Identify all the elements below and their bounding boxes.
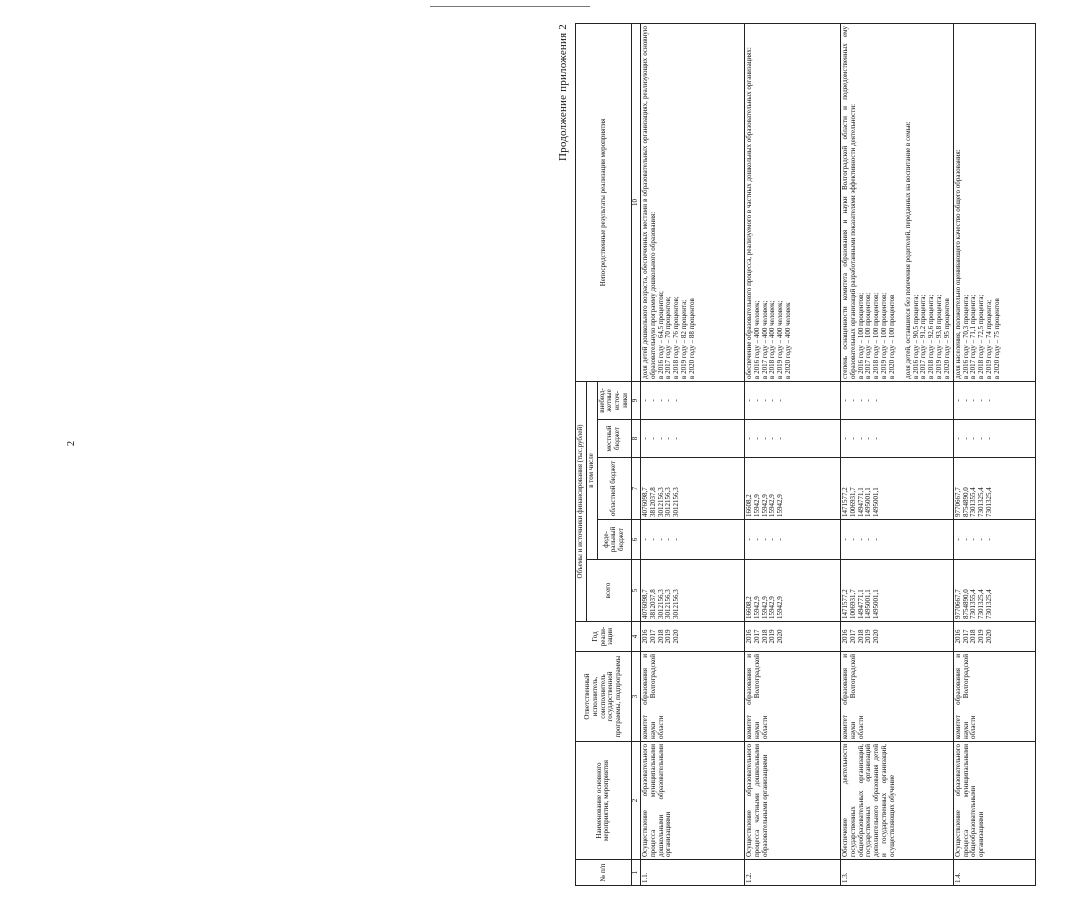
page-number: 2: [66, 441, 77, 446]
measure-name: Обеспечение деятельности государственных общеобразовательных организаций, государственных организаций дополнительного образования детей и государственных организаций, осуществляющих обучение: [840, 742, 953, 860]
total-amount: 1471577,2 1006931,7 1494771,1 1495001,1 1495001,1: [840, 560, 953, 622]
federal-amount: - - - - -: [953, 520, 1035, 560]
col-year-header: Год реали-зации: [576, 622, 632, 652]
col-federal-header: феде-ральный бюджет: [597, 520, 631, 560]
column-number: 10: [631, 23, 640, 381]
local-amount: - - - - -: [953, 420, 1035, 458]
total-amount: 9770667,7 8754890,0 7301355,4 7301325,4 7301325,4: [953, 560, 1035, 622]
col-local-header: местный бюджет: [597, 420, 631, 458]
years: 2016 2017 2018 2019 2020: [744, 622, 840, 652]
column-number: 9: [631, 381, 640, 419]
col-total-header: всего: [586, 560, 631, 622]
years: 2016 2017 2018 2019 2020: [840, 622, 953, 652]
regional-amount: 16608,2 15942,9 15942,9 15942,9 15942,9: [744, 458, 840, 520]
local-amount: - - - - -: [840, 420, 953, 458]
row-number: 1.3.: [840, 860, 953, 886]
total-amount: 4076098,7 3812037,8 3012156,3 3012156,3 3012156,3: [640, 560, 744, 622]
extra-amount: - - - - -: [840, 381, 953, 419]
rotated-appendix: [557, 24, 1075, 886]
row-number: 1.2.: [744, 860, 840, 886]
local-amount: - - - - -: [640, 420, 744, 458]
col-result-header: Непосредственные результаты реализации мероприятия: [576, 23, 632, 381]
extra-amount: - - - - -: [953, 381, 1035, 419]
extra-amount: - - - - -: [640, 381, 744, 419]
column-number: 5: [631, 560, 640, 622]
column-number: 2: [631, 742, 640, 860]
years: 2016 2017 2018 2019 2020: [640, 622, 744, 652]
result-text: доля детей дошкольного возраста, обеспеченных местами в образовательных организациях, реализующих основную образовательную программу дошкольного образования: в 2016 году – 64,5 процентов; в 2017 году – 70 процентов; в 2018 году – 76 процентов; в 2019 году – 82 процента; в 2020 году – 88 процентов: [640, 23, 744, 381]
measure-name: Осуществление образовательного процесса муниципальными дошкольными образовательными организациями: [640, 742, 744, 860]
col-name-header: Наименование основного мероприятия, мероприятия: [576, 742, 632, 860]
result-cell: [840, 23, 953, 381]
result-text-secondary: доля детей, оставшихся без попечения родителей, переданных на воспитание в семьи: в 2016 году – 90,5 процента; в 2017 году – 91,2 процента; в 2018 году – 92,6 процента; в 2019 году – 93,8 процента; в 2020 году – 95 процентов: [903, 121, 951, 379]
result-text: степень оснащенности комитета образования и науки Волгоградской области и подведомственных ему образовательных организаций разработанными показателями эффективности деятельности: в 2016 году – 100 процентов; в 2017 году – 100 процентов; в 2018 году – 100 процентов; в 2019 году – 100 процентов; в 2020 году – 100 процентов: [840, 25, 896, 379]
table-row: [953, 23, 1035, 885]
local-amount: - - - - -: [744, 420, 840, 458]
col-executor-header: Ответственный исполнитель, соисполнитель государственной программы, подпрограммы: [576, 652, 632, 742]
table-row: [840, 23, 953, 885]
result-text: доля населения, положительно оценивающего качество общего образования: в 2016 году – 70,3 процента; в 2017 году – 71,1 процента; в 2018 году – 72,5 процента; в 2019 году – 74 процента; в 2020 году – 75 процентов: [953, 23, 1035, 381]
column-number: 7: [631, 458, 640, 520]
col-extra-header: внебюд-жетные источ-ники: [597, 381, 631, 419]
federal-amount: - - - - -: [744, 520, 840, 560]
row-number: 1.1.: [640, 860, 744, 886]
col-regional-header: областной бюджет: [597, 458, 631, 520]
row-number: 1.4.: [953, 860, 1035, 886]
continuation-title: Продолжение приложения 2: [557, 24, 569, 162]
executor: комитет образования и науки Волгоградской области: [953, 652, 1035, 742]
table-row: [640, 23, 744, 885]
column-number: 4: [631, 622, 640, 652]
measure-name: Осуществление образовательного процесса частными дошкольными образовательными организациями: [744, 742, 840, 860]
column-number: 1: [631, 860, 640, 886]
result-text: обеспечение образовательного процесса, реализуемого в частных дошкольных образовательных организациях: в 2016 году – 400 человек; в 2017 году – 400 человек; в 2018 году – 400 человек; в 2019 году – 400 человек; в 2020 году – 400 человек: [744, 23, 840, 381]
federal-amount: - - - - -: [840, 520, 953, 560]
column-number: 6: [631, 520, 640, 560]
table-row: [744, 23, 840, 885]
total-amount: 16608,2 15942,9 15942,9 15942,9 15942,9: [744, 560, 840, 622]
executor: комитет образования и науки Волгоградской области: [640, 652, 744, 742]
years: 2016 2017 2018 2019 2020: [953, 622, 1035, 652]
executor: комитет образования и науки Волгоградской области: [840, 652, 953, 742]
col-num-header: № п/п: [576, 860, 632, 886]
column-number: 3: [631, 652, 640, 742]
column-numbers-row: [631, 23, 640, 885]
column-number: 8: [631, 420, 640, 458]
federal-amount: - - - - -: [640, 520, 744, 560]
financing-header: Объемы и источники финансирования (тыс.рублей): [576, 381, 587, 621]
regional-amount: 9770667,7 8754890,0 7301355,4 7301325,4 7301325,4: [953, 458, 1035, 520]
extra-amount: - - - - -: [744, 381, 840, 419]
financing-table: [575, 23, 1036, 886]
regional-amount: 1471577,2 1006931,7 1494771,1 1495001,1 1495001,1: [840, 458, 953, 520]
measure-name: Осуществление образовательного процесса муниципальными общеобразовательными организациями: [953, 742, 1035, 860]
regional-amount: 4076098,7 3812037,8 3012156,3 3012156,3 3012156,3: [640, 458, 744, 520]
executor: комитет образования и науки Волгоградской области: [744, 652, 840, 742]
including-header: в том числе: [586, 381, 597, 559]
